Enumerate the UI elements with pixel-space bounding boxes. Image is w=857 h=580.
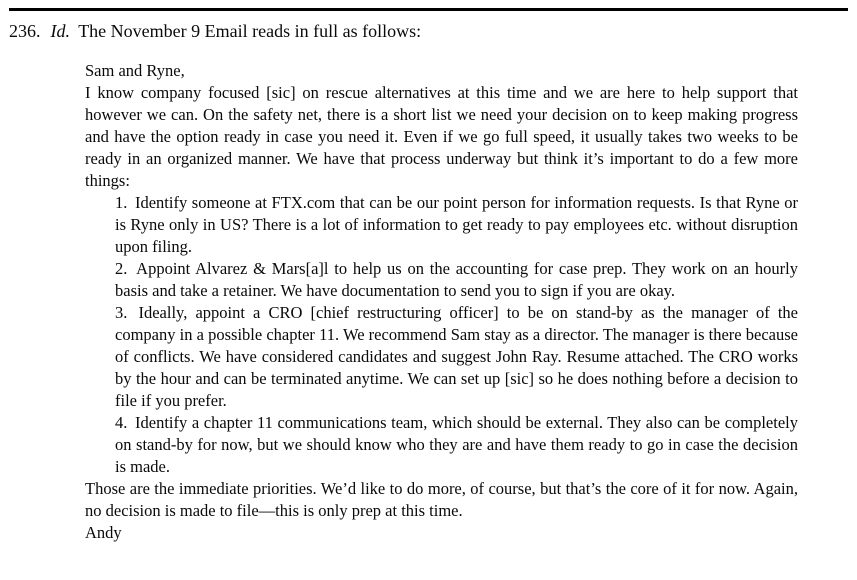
list-item-1-text: Identify someone at FTX.com that can be our point person for information requests. Is that Ryne or is Ryne only in US? There is a lot of information to get ready to pay employees etc. without disruption upon filing. [115, 193, 799, 256]
email-salutation: Sam and Ryne, [85, 61, 185, 80]
list-item-2-text: Appoint Alvarez & Mars[a]l to help us on the accounting for case prep. They work on an hourly basis and take a retainer. We have documentation to send you to sign if you are okay. [115, 259, 799, 300]
footnote-number: 236. [9, 21, 41, 41]
list-item-4-text: Identify a chapter 11 communications team, which should be external. They also can be completely on stand-by for now, but we should know who they are and have them ready to go in case the decision is made. [115, 413, 799, 476]
email-list-item-1 [115, 192, 798, 258]
email-closing-paragraph: Those are the immediate priorities. We’d like to do more, of course, but that’s the core of it for now. Again, no decision is made to file—this is only prep at this time. [85, 479, 798, 520]
list-item-3-text: Ideally, appoint a CRO [chief restructuring officer] to be on stand-by as the manager of the company in a possible chapter 11. We recommend Sam stay as a director. The manager is there because of conflicts. We have considered candidates and suggest John Ray. Resume attached. The CRO works by the hour and can be terminated anytime. We can set up [sic] so he does nothing before a decision to file if you prefer. [115, 303, 798, 410]
email-list-item-4 [115, 412, 798, 478]
list-item-2-number: 2. [115, 259, 134, 278]
email-opening-paragraph: I know company focused [sic] on rescue alternatives at this time and we are here to help support that however we can. On the safety net, there is a short list we need your decision on to keep making progress and have the option ready in case you need it. Even if we go full speed, it usually takes two weeks to be ready in an organized manner. We have that process underway but think it’s important to do a few more things: [85, 83, 798, 190]
list-item-4-number: 4. [115, 413, 132, 432]
email-signature: Andy [85, 523, 122, 542]
footnote-separator-rule [9, 8, 848, 11]
list-item-1-number: 1. [115, 193, 132, 212]
email-list-item-3 [115, 302, 798, 412]
list-item-3-number: 3. [115, 303, 136, 322]
footnote-header [9, 19, 817, 43]
footnote-intro-text: The November 9 Email reads in full as follows: [78, 21, 422, 41]
email-blockquote [85, 60, 798, 544]
email-list-item-2 [115, 258, 798, 302]
footnote-citation: Id. [50, 21, 70, 41]
